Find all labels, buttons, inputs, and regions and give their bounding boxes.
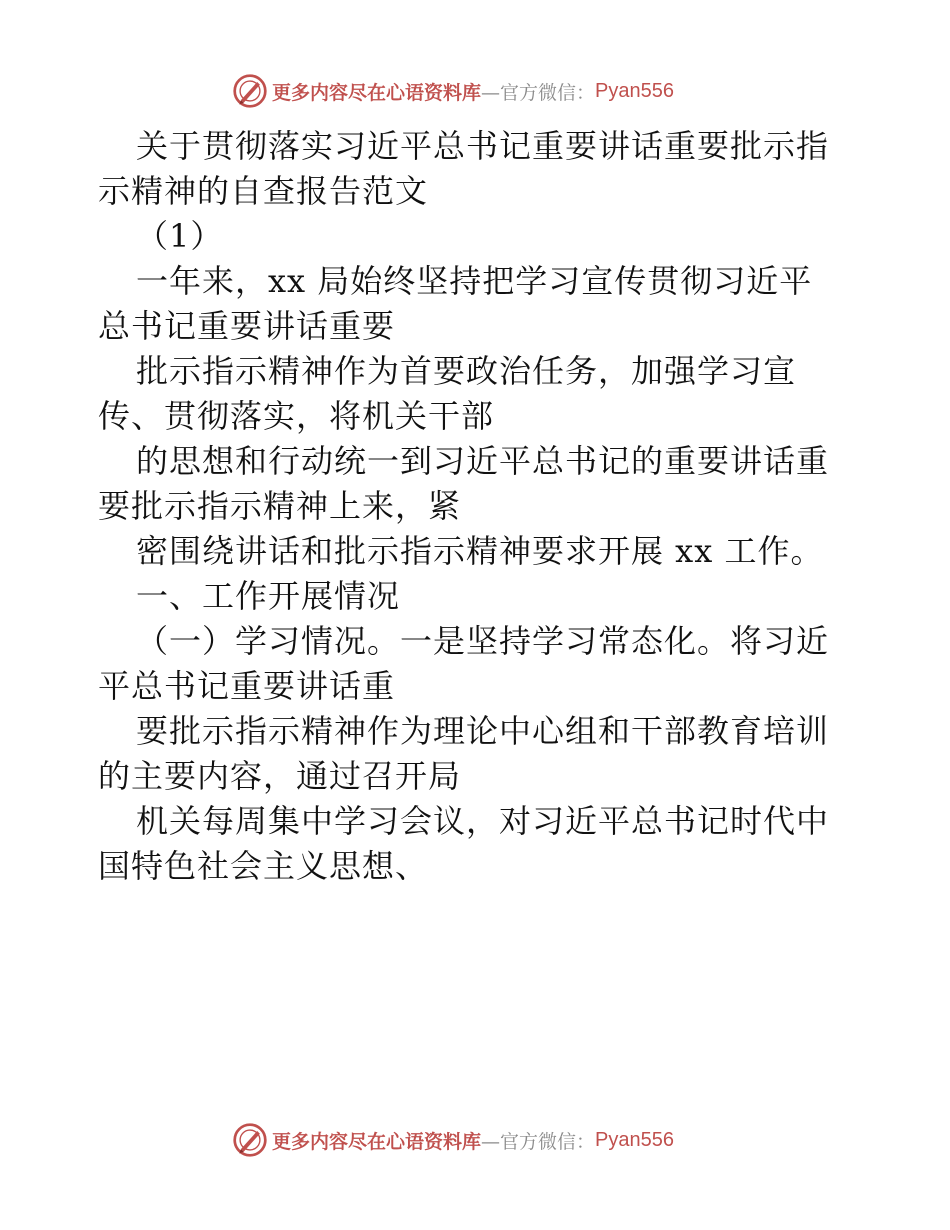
header-banner: [232, 72, 712, 110]
banner-wechat-label: —官方微信：: [481, 81, 596, 104]
banner-wechat-id: Pyan556: [595, 1128, 674, 1151]
body-line: 传、贯彻落实，将机关干部: [98, 397, 495, 435]
banner-lead-text: 更多内容尽在心语资料库: [272, 81, 482, 104]
body-line: 国特色社会主义思想、: [98, 847, 429, 885]
banner-lead-text: 更多内容尽在心语资料库: [272, 1130, 482, 1153]
section-number: （1）: [136, 217, 224, 255]
document-body: [98, 124, 898, 889]
brand-logo-icon: [232, 1122, 268, 1158]
body-line: 平总书记重要讲话重: [98, 667, 396, 705]
doc-title-line-1: 关于贯彻落实习近平总书记重要讲话重要批示指: [136, 127, 830, 165]
body-line: 机关每周集中学习会议，对习近平总书记时代中: [136, 802, 830, 840]
body-line: 密围绕讲话和批示指示精神要求开展 xx 工作。: [136, 532, 824, 570]
body-line: 要批示指示精神上来，紧: [98, 487, 462, 525]
body-line: （一）学习情况。一是坚持学习常态化。将习近: [136, 622, 830, 660]
body-line: 要批示指示精神作为理论中心组和干部教育培训: [136, 712, 830, 750]
body-line: 一年来，xx 局始终坚持把学习宣传贯彻习近平: [136, 262, 813, 300]
brand-logo-icon: [232, 73, 268, 109]
doc-title-line-2: 示精神的自查报告范文: [98, 172, 429, 210]
body-line: 的思想和行动统一到习近平总书记的重要讲话重: [136, 442, 830, 480]
banner-wechat-label: —官方微信：: [481, 1130, 596, 1153]
footer-banner: [232, 1121, 712, 1159]
body-line: 的主要内容，通过召开局: [98, 757, 462, 795]
banner-wechat-id: Pyan556: [595, 79, 674, 102]
body-line: 总书记重要讲话重要: [98, 307, 396, 345]
section-heading: 一、工作开展情况: [136, 577, 401, 615]
body-line: 批示指示精神作为首要政治任务，加强学习宣: [136, 352, 797, 390]
